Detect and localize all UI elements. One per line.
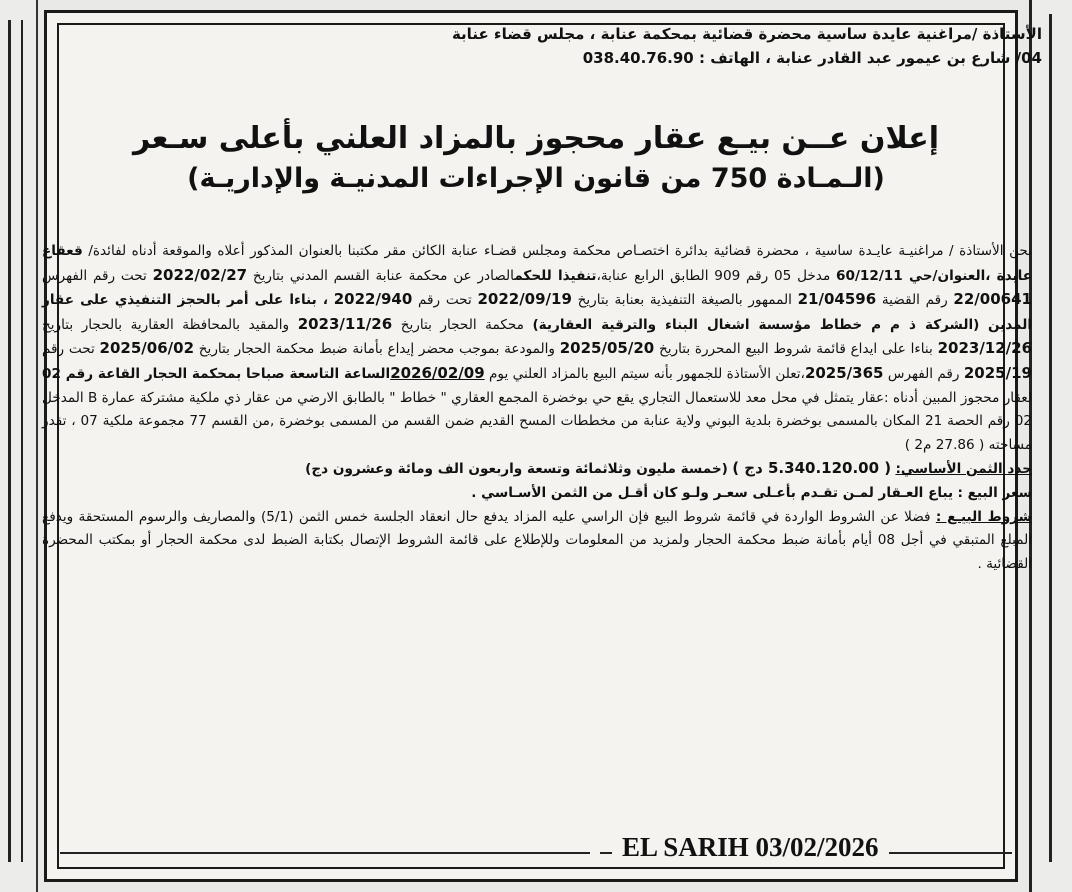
property-description: لعقار محجوز المبين أدناه :عقار يتمثل في محل معد للاستعمال التجاري يقع حي بوخضرة المجمع العقاري " خطاط " بالطابق الارضي من عقار ذي ملكية مشتركة عمارة B المدخل 02 رقم الحصة 21 المكان بالمسمى بوخضرة بلدية البوني ولاية عنابة من مخططات المسح القديم ضمن القسم من المسمى بوخضرة ,من القسم 77 مجموعة ملكية 07 ، تقدر مساحته ( 27.86 م2 ) [42,389,1032,453]
seizure-order-text: ، بناءا على أمر بالحجز التنفيذي على عقار المدين [42,292,1033,333]
judgment-source: الصادر عن محكمة عنابة القسم المدني بتاريخ [252,267,515,284]
sale-text: يباع العـقار لمـن تقـدم بأعـلى سعـر ولـو كان أقـل من الثمن الأسـاسي . [471,484,954,501]
deposit-record-text: والمودعة بموجب محضر إيداع بأمانة ضبط محكمة الحجار بتاريخ [198,341,555,358]
debtor-name: (الشركة ذ م م خطاط مؤسسة اشغال البناء والترقية العقارية) [532,316,980,333]
auction-announcement: ،تعلن الأستاذة للجمهور بأنه سيتم البيع بالمزاد العلني يوم [489,365,805,382]
auction-time-place: الساعة التاسعة صباحا بمحكمة الحجار القاعة رقم 02 [42,365,391,382]
phone-number: 038.40.76.90 [582,49,694,67]
judgment-date: 2022/02/27 [152,265,248,284]
address-line [162,46,1042,70]
left-column-rule [8,20,23,862]
right-neighbor-column [1029,0,1072,892]
notice-body [42,240,1032,576]
registry-date: 2023/12/26 [937,339,1033,358]
left-neighbor-column [0,0,38,892]
bailiff-name-line: الأستاذة /مراغنية عايدة ساسية محضرة قضائية بمحكمة عنابة ، مجلس قضاء عنابة [451,25,1042,43]
formula-date: 2022/09/19 [477,290,572,309]
deposit-number: 2025/19 [963,363,1032,382]
conditions-paragraph [42,506,1032,577]
notice-title [40,118,1032,198]
right-column-rule [1049,14,1066,862]
price-value: ( 5.340.120.00 دج ) [732,459,892,478]
intro-text: نحن الأستاذة / مراغنيـة عايـدة ساسية ، محضرة قضائية بدائرة اختصـاص محكمة ومجلس قضـاء عنابة الكائن مقر مكتبنا بالعنوان المذكور أعلاه والموقعة أدناه لفائدة/ [88,243,1032,259]
price-words: (خمسة مليون وثلاثمائة وتسعة واربعون الف ومائة وعشرون دج) [305,461,728,478]
conditions-label: شروط البيـع : [935,508,1032,525]
conditions-text: فضلا عن الشروط الواردة في قائمة شروط البيع فإن الراسي عليه المزاد يدفع حال انعقاد الجلسة خمس الثمن (5/1) والمصاريف والرسوم المستحقة ويدفع المبلغ المتبقي في أجل 08 أيام بأمانة ضبط محكمة الحجار ولمزيد من المعلومات وللإطلاع على قائمة الشروط الإتصال بكتابة الضبط لدى محكمة الحجار أو بمكتب المحضرة القضائية . [42,508,1032,572]
address-text: 04/ شارع بن عيمور عبد القادر عنابة ، الهاتف : [698,49,1042,67]
footer-rule-left [60,852,590,854]
sale-label: سعر البيع : [957,484,1032,501]
sale-paragraph [42,482,1032,506]
case-label: رقم القضية [881,292,948,309]
title-article: (الـمـادة 750 من قانون الإجراءات المدنيـة والإداريـة) [187,163,885,194]
price-paragraph [42,457,1032,482]
deposit-date: 2025/06/02 [99,339,194,358]
registry-text: والمقيد بالمحافظة العقارية بالحجار بتاريخ [42,316,290,333]
bailiff-header [162,22,1042,70]
deposit-index-label: رقم الفهرس [887,365,960,382]
title-main: إعلان عــن بيـع عقار محجوز بالمزاد العلني بأعلى سـعر [132,121,940,156]
formula-number-label: تحت رقم [418,292,472,309]
execution-label: تنفيذا للحكم [514,267,597,284]
index-number: 22/00641 [953,290,1032,309]
conditions-deposit-text: بناءا على ايداع قائمة شروط البيع المحررة بتاريخ [658,341,933,358]
enforcement-formula-text: الممهور بالصيغة التنفيذية بعنابة بتاريخ [577,292,792,309]
beneficiary: قعقاع عايدة ،العنوان/حي 60/12/11 [42,243,1032,284]
index-label: تحت رقم الفهرس [42,267,147,284]
deposit-index: 2025/365 [804,363,884,382]
conditions-date: 2025/05/20 [559,339,655,358]
deposit-number-label: تحت رقم [42,341,95,358]
formula-number: 2022/940 [333,290,413,309]
beneficiary-address: مدخل 05 رقم 909 الطابق الرابع عنابة، [596,267,831,284]
seizure-date: 2023/11/26 [297,314,393,333]
auction-date: 2026/02/09 [390,363,485,382]
body-paragraph-main [42,240,1032,457]
case-number: 21/04596 [797,290,877,309]
court-date-label: محكمة الحجار بتاريخ [400,316,524,333]
price-label: حدد الثمن الأساسي: [895,461,1032,478]
newspaper-date-tag: EL SARIH 03/02/2026 [612,830,889,864]
